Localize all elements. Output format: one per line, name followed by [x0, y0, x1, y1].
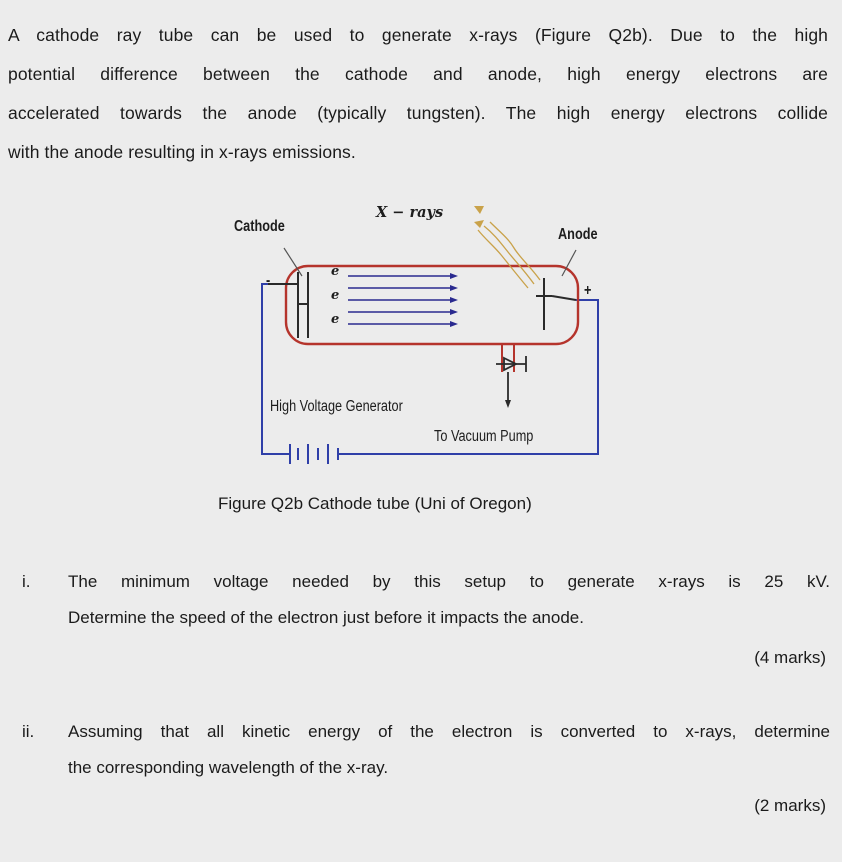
question-line: the corresponding wavelength of the x-ray. [68, 758, 389, 777]
anode-label: Anode [558, 226, 598, 243]
question-text [68, 564, 830, 636]
question-number: i. [22, 572, 31, 591]
question-line: Assuming that all kinetic energy of the electron is converted to x-rays, determine [68, 722, 830, 741]
question-text [68, 714, 830, 786]
question-line: The minimum voltage needed by this setup to generate x-rays is 25 kV. [68, 572, 830, 591]
intro-line: potential difference between the cathode and anode, high energy electrons are [8, 64, 828, 84]
xray-emission [478, 222, 540, 288]
cathode-tube-figure [228, 196, 628, 466]
intro-line: A cathode ray tube can be used to generate x-rays (Figure Q2b). Due to the high [8, 25, 828, 45]
valve-icon [496, 356, 526, 400]
question-item [22, 714, 830, 794]
plus-label: + [584, 282, 592, 299]
vacuum-arrow-icon [505, 400, 511, 408]
cathode-label: Cathode [234, 218, 285, 235]
marks-label: (2 marks) [754, 796, 826, 815]
minus-label: - [266, 272, 271, 289]
figure-caption: Figure Q2b Cathode tube (Uni of Oregon) [218, 494, 532, 513]
anode-pointer [562, 250, 576, 276]
electron-beam [348, 276, 450, 324]
question-line: Determine the speed of the electron just before it impacts the anode. [68, 608, 584, 627]
vacuum-pump-label: To Vacuum Pump [434, 428, 534, 445]
intro-paragraph [8, 16, 828, 172]
xray-arrowhead [474, 206, 484, 214]
intro-line: accelerated towards the anode (typically tungsten). The high energy electrons collide [8, 103, 828, 123]
question-item [22, 564, 830, 644]
battery-icon [282, 444, 346, 464]
electron-label: e [331, 312, 340, 327]
electron-label: e [331, 264, 340, 279]
circuit-wire [262, 284, 598, 454]
marks-label: (4 marks) [754, 648, 826, 667]
electron-label: e [331, 288, 340, 303]
xrays-label: X − rays [376, 204, 444, 221]
beam-arrowheads [450, 273, 458, 327]
vacuum-tube [286, 266, 578, 344]
generator-label: High Voltage Generator [270, 398, 403, 415]
anode-electrode [536, 278, 576, 330]
xray-arrowhead [474, 220, 484, 228]
question-number: ii. [22, 722, 35, 741]
intro-line: with the anode resulting in x-rays emissions. [8, 142, 356, 162]
